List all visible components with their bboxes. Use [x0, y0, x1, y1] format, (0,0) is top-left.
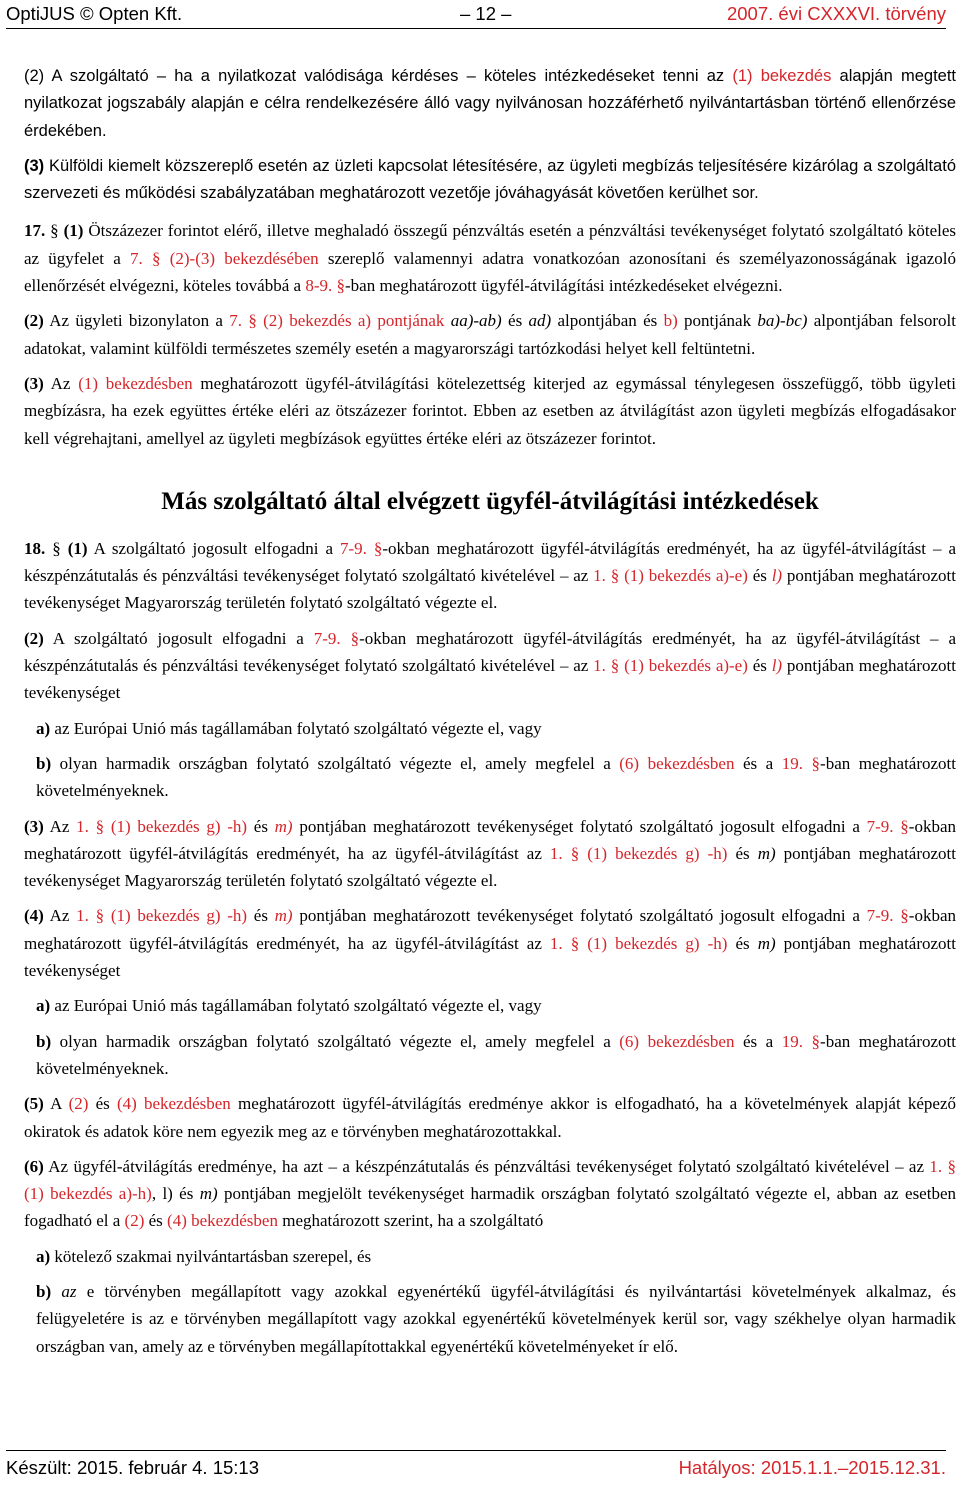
cross-reference-link[interactable]: § (2) bekezdés a) pontjának [248, 311, 445, 331]
paragraph-number: (5) [24, 1094, 44, 1114]
cross-reference-link[interactable]: 1. [549, 843, 563, 863]
cross-reference-link[interactable]: § [350, 628, 360, 648]
footer-generated-date: Készült: 2015. február 4. 15:13 [6, 1457, 260, 1478]
cross-reference-link[interactable]: 1. [76, 906, 89, 926]
cross-reference-link[interactable]: 19. [781, 1031, 803, 1051]
paragraph-number: (3) [24, 816, 44, 836]
cross-reference-link[interactable]: m) [274, 816, 293, 836]
cross-reference-link[interactable]: § (2)-(3) bekezdésében [151, 248, 319, 268]
paragraph-number: (6) [24, 1156, 44, 1176]
footer-validity-period: Hatályos: 2015.1.1.–2015.12.31. [678, 1457, 946, 1478]
list-item-b: b) olyan harmadik országban folytató szolgáltató végezte el, amely megfelel a (6) bekezdésben és a 19. §-ban meghatározott követelményeknek. [36, 1031, 956, 1078]
paragraph-number: (4) [24, 906, 44, 926]
cross-reference-link[interactable]: 1. [593, 566, 606, 586]
section-18-paragraph-1: 18. § (1) A szolgáltató jogosult elfogadni a 7-9. §-okban meghatározott ügyfél-átvilágítás eredményét, ha az ügyfél-átvilágítást – a készpénzátutalás és pénzváltási tevékenységet folytató szolgáltató kivételével – az 1. § (1) bekezdés a)-e) és l) pontjában meghatározott tevékenységet Magyarország területén folytató szolgáltató végezte el. [24, 538, 957, 613]
cross-reference-link[interactable]: § [900, 906, 909, 926]
page-footer [6, 1450, 946, 1485]
paragraph-number: (3) [24, 373, 44, 393]
list-item-b: b) az e törvényben megállapított vagy azokkal egyenértékű ügyfél-átvilágítási és nyilvántartási követelmények alkalmaz, és felügyeletére is az e törvényben megállapított vagy azokkal egyenértékű követelmények kerül sor, vagy székhelye olyan harmadik országban van, amely az e törvényben megállapítottakkal egyenértékű követelményeket ír elő. [36, 1281, 957, 1356]
header-page-number: – 12 – [460, 3, 512, 24]
paragraph-number: (1) [67, 538, 88, 558]
cross-reference-link[interactable]: § (1) bekezdés g) -h) [570, 933, 728, 953]
section-18-paragraph-2: (2) A szolgáltató jogosult elfogadni a 7-9. §-okban meghatározott ügyfél-átvilágítás eredményét, ha az ügyfél-átvilágítást – a készpénzátutalás és pénzváltási tevékenységet folytató szolgáltató kivételével – az 1. § (1) bekezdés a)-e) és l) pontjában meghatározott tevékenységet [24, 628, 956, 703]
cross-reference-link[interactable]: § (1) bekezdés g) -h) [570, 843, 728, 863]
section-number: 17. [24, 221, 46, 241]
cross-reference-link[interactable]: m) [274, 906, 293, 926]
cross-reference-link[interactable]: 8-9. [305, 276, 333, 296]
cross-reference-link[interactable]: (2) [124, 1211, 145, 1231]
paragraph-number: (2) [24, 67, 45, 85]
header-law-title: 2007. évi CXXXVI. törvény [726, 3, 946, 24]
cross-reference-link[interactable]: 7-9. [866, 906, 894, 926]
section-17-paragraph-1: 17. § (1) Ötszázezer forintot elérő, illetve meghaladó összegű pénzváltás esetén a pénzváltási tevékenységet folytató szolgáltató köteles az ügyfelet a 7. § (2)-(3) bekezdésében szereplő valamennyi adatra vonatkozóan azonosítani és személyazonosságának igazoló ellenőrzését elvégezni, köteles továbbá a 8-9. §-ban meghatározott ügyfél-átvilágítási intézkedéseket elvégezni. [24, 221, 957, 296]
cross-reference-link[interactable]: (2) [68, 1094, 89, 1114]
section-18-paragraph-3: (3) Az 1. § (1) bekezdés g) -h) és m) pontjában meghatározott tevékenységet folytató szolgáltató jogosult elfogadni a 7-9. §-okban meghatározott ügyfél-átvilágítás eredményét, ha az ügyfél-átvilágítást az 1. § (1) bekezdés g) -h) és m) pontjában meghatározott tevékenységet Magyarország területén folytató szolgáltató végezte el. [24, 816, 956, 891]
cross-reference-link[interactable]: (1) bekezdésben [78, 373, 193, 393]
cross-reference-link[interactable]: 19. [781, 753, 803, 773]
section-heading: Más szolgáltató által elvégzett ügyfél-átvilágítási intézkedések [161, 487, 819, 515]
cross-reference-link[interactable]: 7-9. [866, 816, 894, 836]
cross-reference-link[interactable]: § (1) bekezdés g) -h) [95, 906, 248, 926]
section-16-paragraph-3: (3) Külföldi kiemelt közszereplő esetén az üzleti kapcsolat létesítésére, az ügyleti megbízás teljesítésére kizárólag a szolgáltató szervezeti és működési szabályzatában meghatározott vezetője jóváhagyását követően kerülhet sor. [24, 156, 956, 203]
cross-reference-link[interactable]: 1. [929, 1156, 943, 1176]
cross-reference-link[interactable]: l) [771, 656, 783, 676]
cross-reference-link[interactable]: § (1) bekezdés a)-e) [610, 656, 748, 676]
cross-reference-link[interactable]: (4) bekezdésben [167, 1211, 278, 1231]
cross-reference-link[interactable]: (6) bekezdésben [619, 1031, 735, 1051]
section-number: 18. [24, 538, 46, 558]
list-item-b: b) olyan harmadik országban folytató szolgáltató végezte el, amely megfelel a (6) bekezdésben és a 19. §-ban meghatározott követelményeknek. [36, 753, 956, 801]
cross-reference-link[interactable]: § [900, 816, 909, 836]
cross-reference-link[interactable]: § [336, 276, 345, 296]
cross-reference-link[interactable]: § [811, 753, 821, 773]
page-header [6, 0, 946, 29]
paragraph-number: (1) [63, 221, 84, 241]
cross-reference-link[interactable]: § (1) bekezdés a)-h) [24, 1156, 957, 1204]
cross-reference-link[interactable]: 1. [76, 816, 89, 836]
cross-reference-link[interactable]: l) [771, 566, 783, 586]
list-item-a: a) az Európai Unió más tagállamában folytató szolgáltató végezte el, vagy [36, 718, 542, 738]
paragraph-number: (2) [24, 628, 44, 648]
cross-reference-link[interactable]: 1. [593, 656, 606, 676]
cross-reference-link[interactable]: (4) bekezdésben [116, 1094, 231, 1114]
list-item-a: a) az Európai Unió más tagállamában folytató szolgáltató végezte el, vagy [36, 996, 542, 1016]
section-16-paragraph-2: (2) A szolgáltató – ha a nyilatkozat valódisága kérdéses – köteles intézkedéseket tenni az (1) bekezdés alapján megtett nyilatkozat jogszabály alapján e célra rendelkezésére álló vagy nyilvánosan hozzáférhető nyilvántartásban történő ellenőrzése érdekében. [24, 67, 956, 140]
section-17-paragraph-3: (3) Az (1) bekezdésben meghatározott ügyfél-átvilágítási kötelezettség kiterjed az egymással ténylegesen összefüggő, több ügyleti megbízásra, ha ezek együttes értéke eléri az ötszázezer forintot. Ebben az esetben az átvilágítást azon ügyleti megbízás elfogadásakor kell végrehajtani, amellyel az ügyleti megbízások együttes értéke eléri az ötszázezer forintot. [24, 373, 956, 448]
section-17-paragraph-2: (2) Az ügyleti bizonylaton a 7. § (2) bekezdés a) pontjának aa)-ab) és ad) alpontjában és b) pontjának ba)-bc) alpontjában felsorolt adatokat, valamint külföldi természetes személy esetén a magyarországi tartózkodási helyet kell feltüntetni. [24, 311, 956, 358]
section-18-paragraph-5: (5) A (2) és (4) bekezdésben meghatározott ügyfél-átvilágítás eredménye akkor is elfogadható, ha a követelmények alapját képező okiratok és adatok köre nem egyezik meg az e törvényben meghatározottakkal. [24, 1094, 956, 1141]
header-publisher: OptiJUS © Opten Kft. [6, 3, 183, 24]
cross-reference-link[interactable]: 7. [229, 311, 243, 331]
cross-reference-link[interactable]: (1) bekezdés [732, 67, 832, 85]
section-18-paragraph-4: (4) Az 1. § (1) bekezdés g) -h) és m) pontjában meghatározott tevékenységet folytató szolgáltató jogosult elfogadni a 7-9. §-okban meghatározott ügyfél-átvilágítás eredményét, ha az ügyfél-átvilágítást az 1. § (1) bekezdés g) -h) és m) pontjában meghatározott tevékenységet [24, 906, 956, 981]
cross-reference-link[interactable]: § (1) bekezdés g) -h) [95, 816, 248, 836]
section-18-paragraph-6: (6) Az ügyfél-átvilágítás eredménye, ha azt – a készpénzátutalás és pénzváltási tevékenységet folytató szolgáltató kivételével – az 1. § (1) bekezdés a)-h), l) és m) pontjában megjelölt tevékenységet harmadik országban folytató szolgáltató végezte el, abban az esetben fogadható el a (2) és (4) bekezdésben meghatározott szerint, ha a szolgáltató [24, 1156, 957, 1231]
cross-reference-link[interactable]: 1. [549, 933, 563, 953]
cross-reference-link[interactable]: § (1) bekezdés a)-e) [610, 566, 748, 586]
cross-reference-link[interactable]: 7-9. [313, 628, 341, 648]
cross-reference-link[interactable]: b) [663, 311, 678, 331]
cross-reference-link[interactable]: 7. [130, 248, 143, 268]
document-body [24, 63, 956, 1368]
cross-reference-link[interactable]: 7-9. [339, 538, 367, 558]
paragraph-number: (3) [24, 156, 45, 175]
cross-reference-link[interactable]: § [373, 538, 383, 558]
paragraph-number: (2) [24, 311, 44, 331]
cross-reference-link[interactable]: § [811, 1031, 821, 1051]
list-item-a: a) kötelező szakmai nyilvántartásban szerepel, és [36, 1246, 372, 1266]
cross-reference-link[interactable]: (6) bekezdésben [619, 753, 735, 773]
